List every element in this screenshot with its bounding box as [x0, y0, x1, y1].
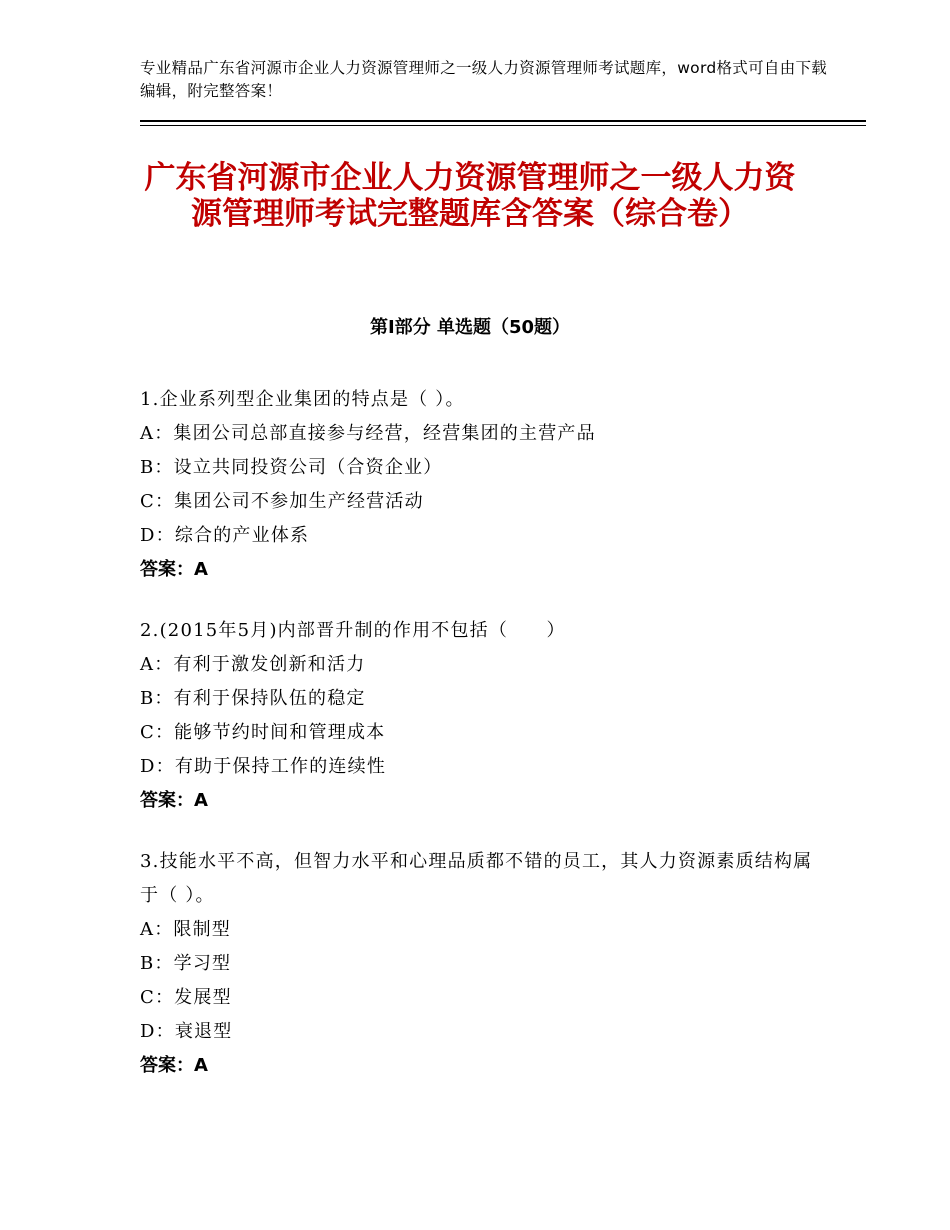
answer: 答案：A — [140, 790, 208, 811]
answer: 答案：A — [140, 559, 208, 580]
answer: 答案：A — [140, 1055, 208, 1076]
option-a: A：限制型 — [140, 919, 231, 940]
document-title: 广东省河源市企业人力资源管理师之一级人力资源管理师考试完整题库含答案（综合卷） — [144, 160, 796, 232]
option-d: D：有助于保持工作的连续性 — [140, 756, 387, 777]
header-rule-thick — [140, 120, 866, 122]
question-2 — [140, 614, 820, 818]
option-c: C：集团公司不参加生产经营活动 — [140, 491, 424, 512]
section-heading: 第Ⅰ部分 单选题（50题） — [369, 317, 570, 338]
option-b: B：设立共同投资公司（合资企业） — [140, 457, 443, 478]
question-1 — [140, 383, 820, 587]
option-a: A：集团公司总部直接参与经营，经营集团的主营产品 — [140, 423, 596, 444]
header-rule-thin — [140, 125, 866, 126]
option-b: B：学习型 — [140, 953, 232, 974]
option-c: C：发展型 — [140, 987, 232, 1008]
question-stem: 1.企业系列型企业集团的特点是（ ）。 — [140, 389, 465, 410]
question-3 — [140, 845, 820, 1083]
option-c: C：能够节约时间和管理成本 — [140, 722, 386, 743]
question-list — [140, 383, 820, 1110]
option-d: D：综合的产业体系 — [140, 525, 310, 546]
option-d: D：衰退型 — [140, 1021, 233, 1042]
header-note: 专业精品广东省河源市企业人力资源管理师之一级人力资源管理师考试题库，word格式可自由下载编辑，附完整答案！ — [140, 59, 828, 100]
option-b: B：有利于保持队伍的稳定 — [140, 688, 366, 709]
question-stem: 3.技能水平不高，但智力水平和心理品质都不错的员工，其人力资源素质结构属 于（ ）。 — [140, 851, 813, 906]
option-a: A：有利于激发创新和活力 — [140, 654, 366, 675]
question-stem: 2.(2015年5月)内部晋升制的作用不包括（ ） — [140, 620, 566, 641]
